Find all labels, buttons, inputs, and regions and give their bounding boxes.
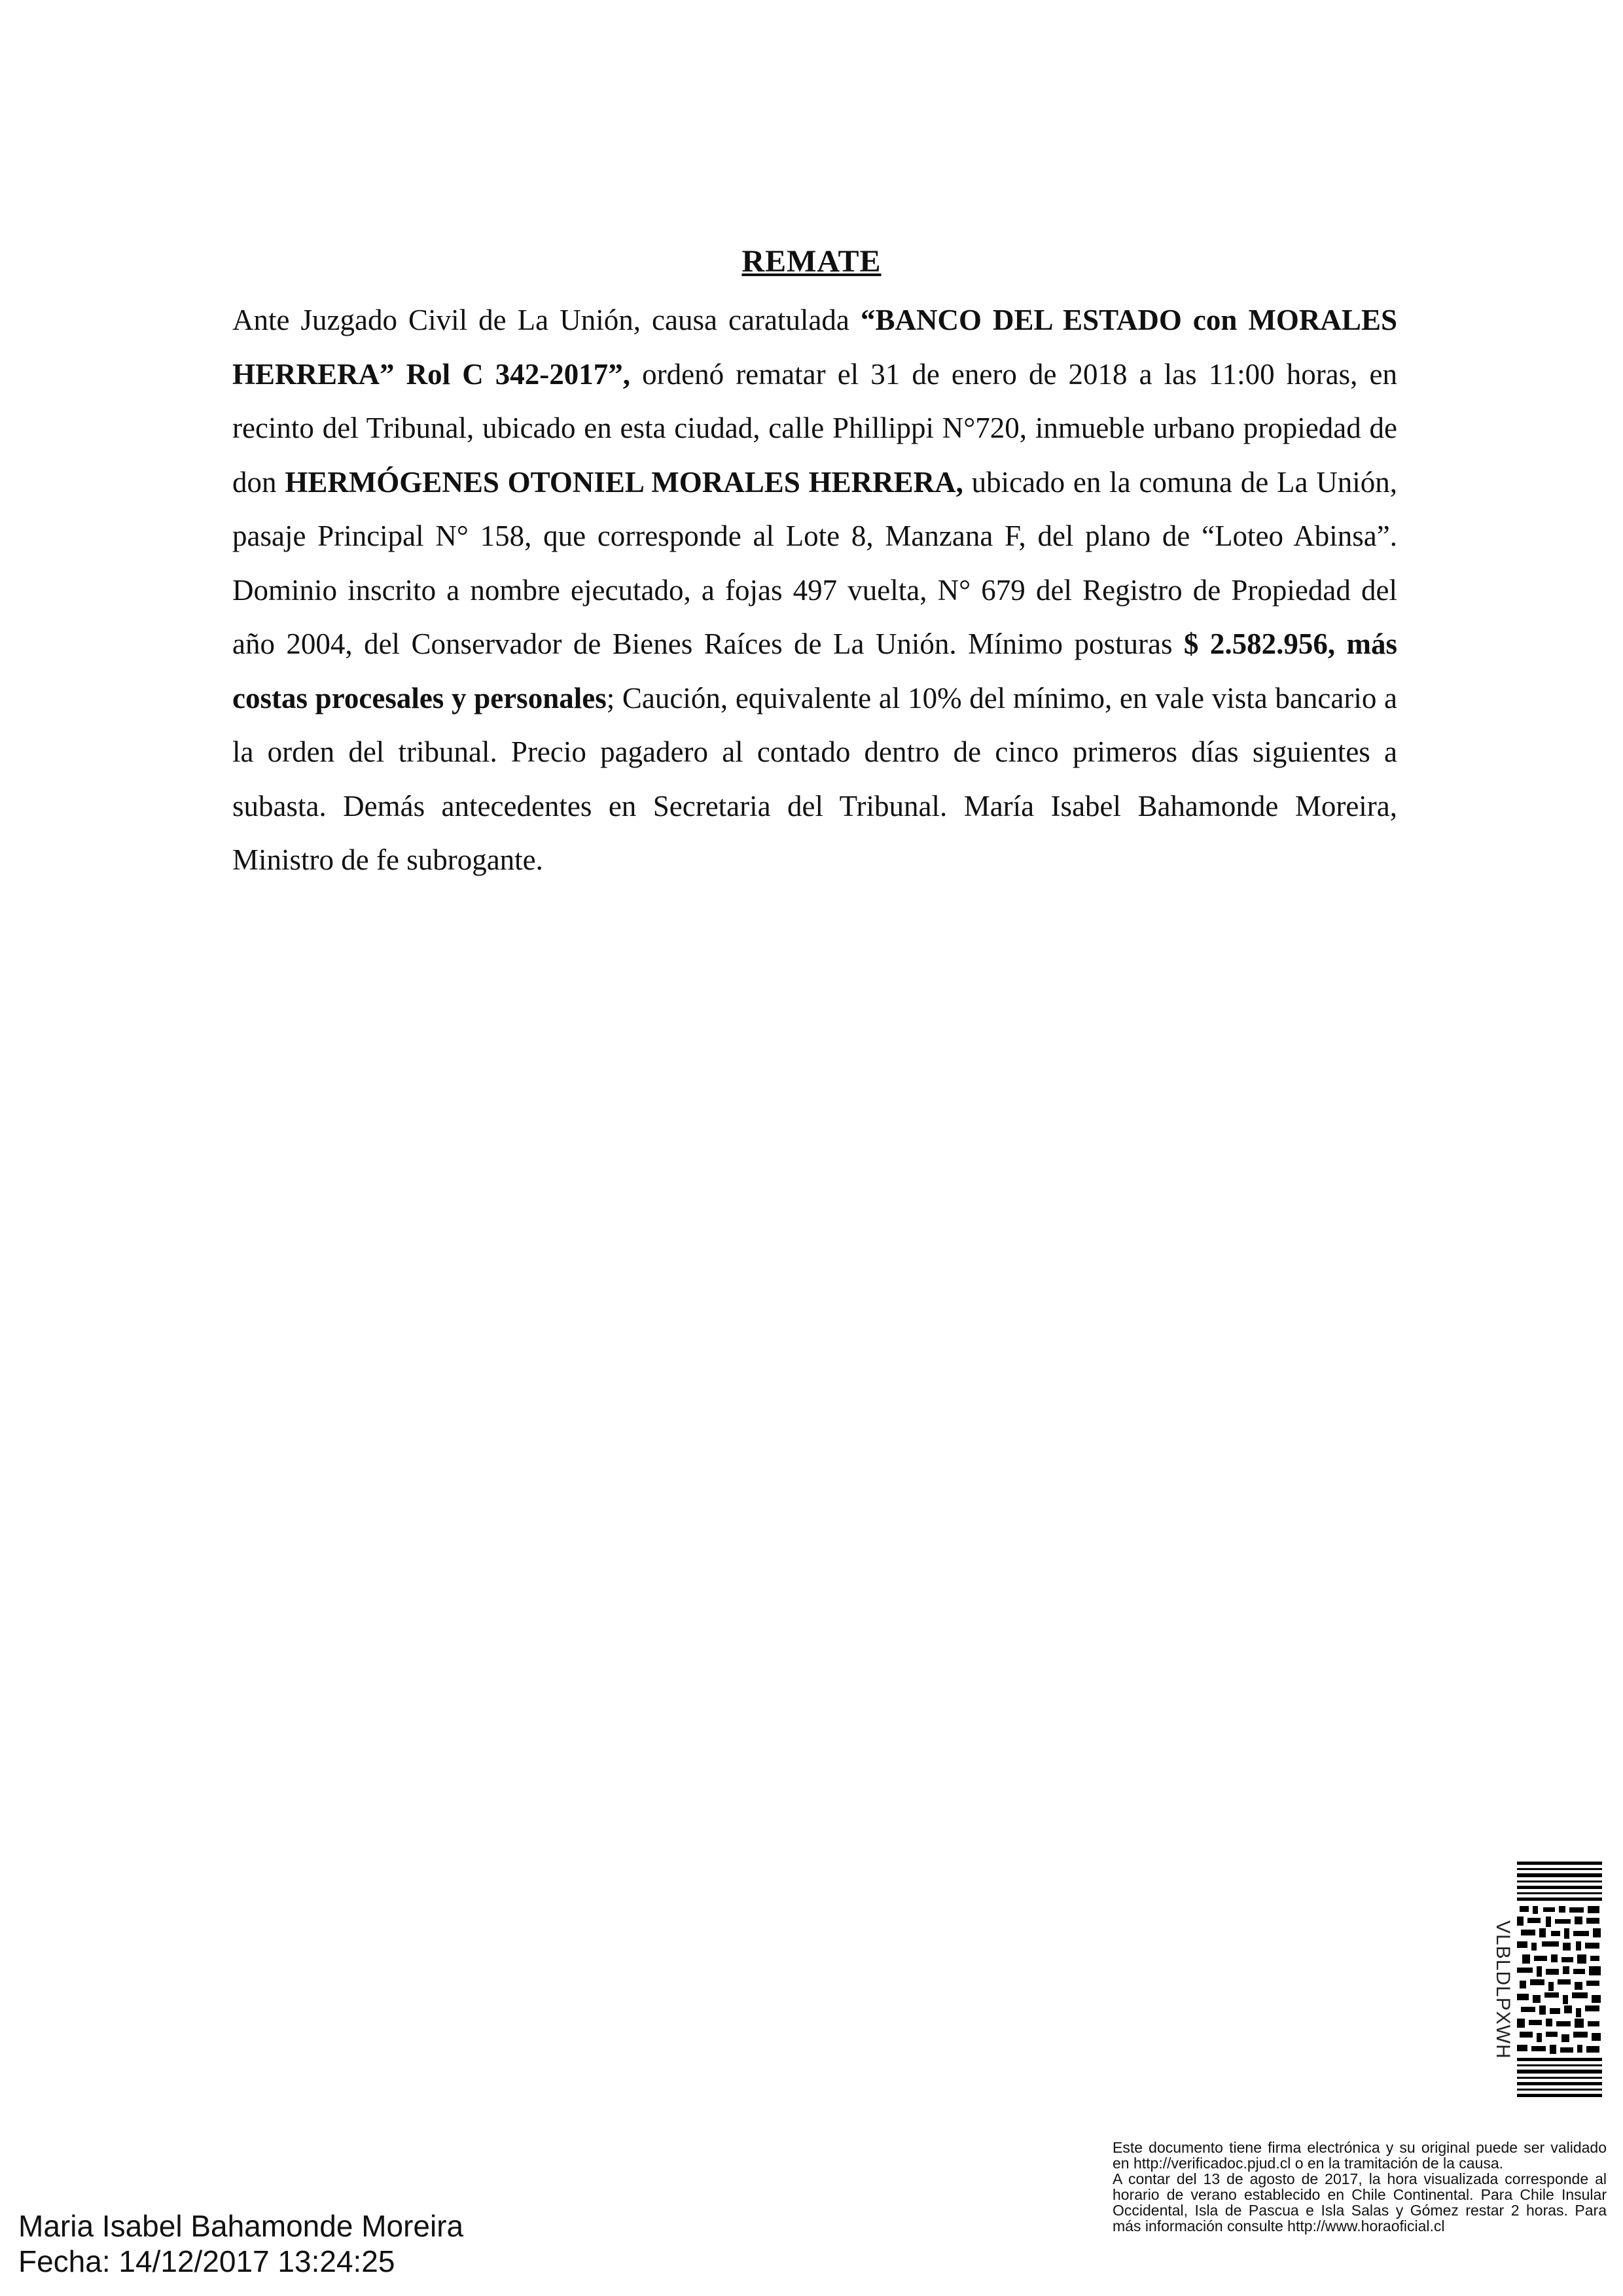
signature-date: Fecha: 14/12/2017 13:24:25	[18, 2244, 395, 2278]
timezone-notice: A contar del 13 de agosto de 2017, la hora visualizada corresponde al horario de verano establecido en Chile Continental. Para Chile Insular Occidental, Isla de Pascua e Isla Salas y Gómez restar 2 horas. Para más información consulte http://www.horaoficial.cl	[1113, 2170, 1607, 2234]
owner-name: HERMÓGENES OTONIEL MORALES HERRERA,	[285, 465, 963, 499]
body-text-segment: ; Caución, equivalente al 10% del mínimo, en vale vista bancario a la orden del tribunal. Precio pagadero al contado dentro de cinco primeros días siguientes a subasta. Demás antecedentes en Secretaria del Tribunal. María Isabel Bahamonde Moreira, Ministro de fe subrogante.	[232, 681, 1397, 876]
document-body	[232, 293, 1397, 887]
verification-code: VLBLDLPXWH	[1492, 1920, 1514, 2059]
body-text-segment: Ante Juzgado Civil de La Unión, causa caratulada	[232, 304, 861, 336]
body-text-segment: ordenó rematar el 31 de enero de 2018 a las 11:00 horas, en recinto del Tribunal, ubicado en esta ciudad, calle Phillippi N°720, inmueble urbano propiedad de don	[232, 357, 1397, 499]
verification-notice: Este documento tiene firma electrónica y su original puede ser validado en http://verificadoc.pjud.cl o en la tramitación de la causa.	[1113, 2139, 1607, 2172]
document-title: REMATE	[741, 244, 882, 279]
verification-code-graphic	[1517, 1862, 1602, 2097]
minimum-bid: $ 2.582.956, más costas procesales y personales	[232, 627, 1397, 715]
electronic-signature-notice	[1113, 2140, 1607, 2234]
case-caption: “BANCO DEL ESTADO con MORALES HERRERA” Rol C 342-2017”,	[232, 304, 1397, 391]
signer-name: Maria Isabel Bahamonde Moreira	[18, 2209, 464, 2243]
signature-block	[18, 2208, 463, 2279]
body-text-segment: ubicado en la comuna de La Unión, pasaje Principal N° 158, que corresponde al Lote 8, Manzana F, del plano de “Loteo Abinsa”. Dominio inscrito a nombre ejecutado, a fojas 497 vuelta, N° 679 del Registro de Propiedad del año 2004, del Conservador de Bienes Raíces de La Unión. Mínimo posturas	[232, 465, 1398, 660]
